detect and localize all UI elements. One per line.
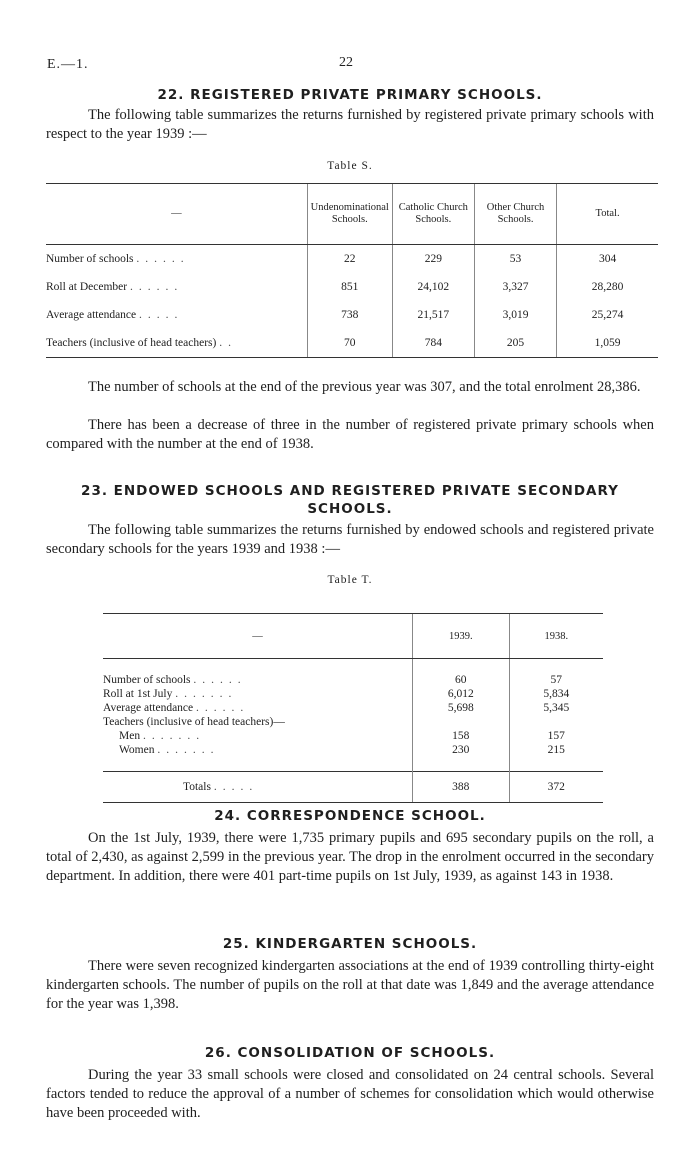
section-25-body: There were seven recognized kindergarten associations at the end of 1939 controlling thirty-eight kindergarten schools. The number of pupils on the roll at that date was 1,849 and the average attendance for the year was 1,398. — [46, 958, 654, 1012]
section-23-title-cont: SCHOOLS. — [307, 501, 393, 517]
totals-label: Totals — [183, 781, 211, 793]
cell: 3,327 — [474, 273, 556, 301]
table-t — [103, 613, 603, 803]
section-26-title: 26. CONSOLIDATION OF SCHOOLS. — [204, 1045, 496, 1061]
table-row: Men ....... 158 157 — [103, 729, 603, 743]
table-s-col-header: Total. — [557, 184, 658, 245]
table-s-stub-header: — — [46, 184, 307, 245]
cell: 851 — [307, 273, 392, 301]
row-label: Men — [119, 730, 141, 742]
cell: 6,012 — [413, 687, 509, 701]
row-label: Number of schools — [103, 674, 191, 686]
table-row: Roll at 1st July ....... 6,012 5,834 — [103, 687, 603, 701]
section-22-para-1: The number of schools at the end of the previous year was 307, and the total enrolment 28,386. — [88, 379, 641, 395]
table-row: Average attendance ..... 738 21,517 3,019 25,274 — [46, 301, 658, 329]
section-23-intro: The following table summarizes the returns furnished by endowed schools and registered private secondary schools for the years 1939 and 1938 :— — [46, 522, 654, 557]
section-22-para-2: There has been a decrease of three in the number of registered private primary schools when compared with the number at the end of 1938. — [46, 417, 654, 452]
table-row: Number of schools ...... 60 57 — [103, 673, 603, 687]
cell: 28,280 — [557, 273, 658, 301]
table-row: Number of schools ...... 22 229 53 304 — [46, 245, 658, 274]
page-number: 22 — [339, 55, 353, 70]
cell: 230 — [413, 743, 509, 757]
row-label: Roll at 1st July — [103, 688, 173, 700]
table-row: Roll at December ...... 851 24,102 3,327 28,280 — [46, 273, 658, 301]
cell: 3,019 — [474, 301, 556, 329]
cell: 25,274 — [557, 301, 658, 329]
cell: 738 — [307, 301, 392, 329]
row-label: Teachers (inclusive of head teachers)— — [103, 716, 285, 728]
section-25-title: 25. KINDERGARTEN SCHOOLS. — [222, 936, 478, 952]
section-22-title: 22. REGISTERED PRIVATE PRIMARY SCHOOLS. — [157, 87, 543, 103]
cell: 1,059 — [557, 329, 658, 358]
cell: 60 — [413, 673, 509, 687]
table-row: Women ....... 230 215 — [103, 743, 603, 757]
cell: 158 — [413, 729, 509, 743]
section-22-intro: The following table summarizes the returns furnished by registered private primary schools with respect to the year 1939 :— — [46, 107, 654, 142]
row-label: Teachers (inclusive of head teachers) — [46, 337, 217, 349]
page-reference: E.—1. — [47, 57, 89, 72]
section-23-title: 23. ENDOWED SCHOOLS AND REGISTERED PRIVATE SECONDARY — [81, 483, 619, 499]
table-s — [46, 183, 658, 358]
table-row — [103, 715, 603, 729]
cell: 53 — [474, 245, 556, 274]
cell: 5,345 — [509, 701, 603, 715]
cell: 5,698 — [413, 701, 509, 715]
cell: 215 — [509, 743, 603, 757]
table-t-stub-header: — — [103, 614, 413, 659]
row-label: Number of schools — [46, 253, 134, 265]
table-s-col-header: Undenominational Schools. — [307, 184, 392, 245]
table-row: Average attendance ...... 5,698 5,345 — [103, 701, 603, 715]
cell: 22 — [307, 245, 392, 274]
row-label: Roll at December — [46, 281, 128, 293]
totals-row: Totals ..... 388 372 — [103, 772, 603, 803]
cell: 21,517 — [392, 301, 474, 329]
section-24-body: On the 1st July, 1939, there were 1,735 primary pupils and 695 secondary pupils on the roll, a total of 2,430, as against 2,599 in the previous year. The drop in the enrolment occurred in the secondary department. In addition, there were 401 part-time pupils on 1st July, 1939, as against 143 in 1938. — [46, 830, 654, 884]
cell: 304 — [557, 245, 658, 274]
cell: 205 — [474, 329, 556, 358]
section-26-body: During the year 33 small schools were closed and consolidated on 24 central schools. Several factors tended to reduce the approval of a number of schemes for consolidation which would otherwise have been proceeded with. — [46, 1067, 654, 1121]
cell: 784 — [392, 329, 474, 358]
row-label: Average attendance — [46, 309, 137, 321]
table-s-col-header: Catholic Church Schools. — [392, 184, 474, 245]
cell: 5,834 — [509, 687, 603, 701]
table-row: Teachers (inclusive of head teachers) .. 70 784 205 1,059 — [46, 329, 658, 358]
table-t-caption: Table T. — [327, 574, 373, 586]
cell: 229 — [392, 245, 474, 274]
row-label: Average attendance — [103, 702, 194, 714]
table-t-col-header: 1939. — [413, 614, 509, 659]
cell: 388 — [413, 772, 509, 803]
table-t-col-header: 1938. — [509, 614, 603, 659]
row-label: Women — [119, 744, 155, 756]
table-s-col-header: Other Church Schools. — [474, 184, 556, 245]
table-s-caption: Table S. — [327, 160, 373, 172]
cell: 24,102 — [392, 273, 474, 301]
cell: 157 — [509, 729, 603, 743]
section-24-title: 24. CORRESPONDENCE SCHOOL. — [214, 808, 486, 824]
cell: 70 — [307, 329, 392, 358]
cell: 372 — [509, 772, 603, 803]
cell: 57 — [509, 673, 603, 687]
